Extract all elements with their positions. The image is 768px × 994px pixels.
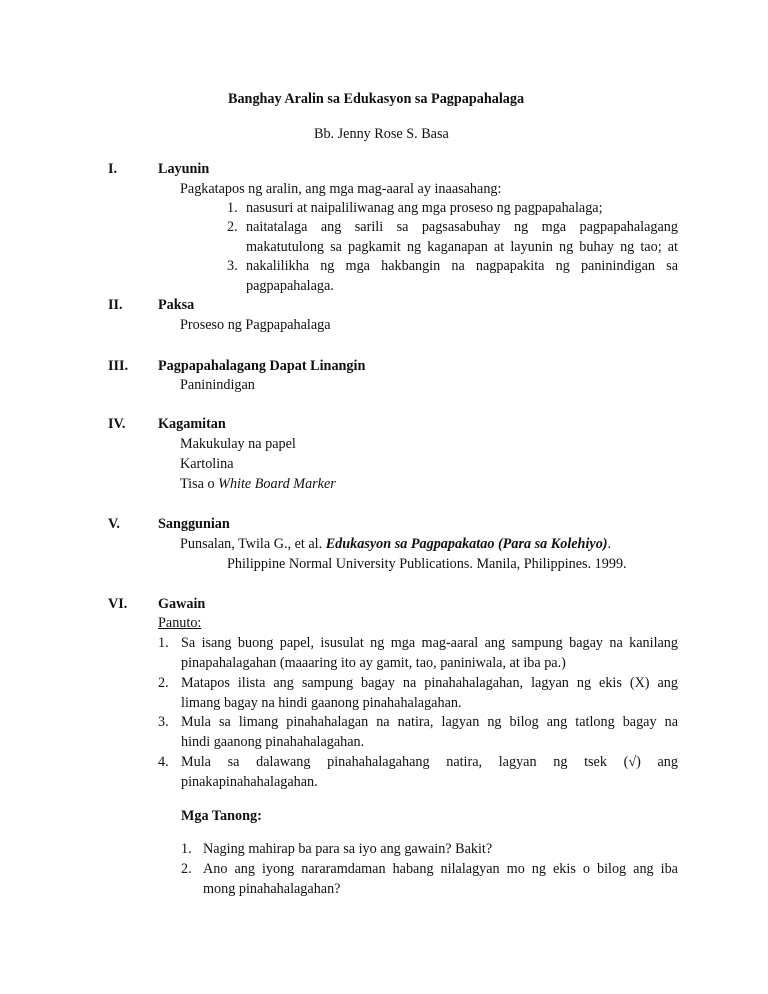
step-line: Sa isang buong papel, isusulat ng mga mag-aaral ang sampung bagay na kanilang bbox=[181, 635, 678, 651]
step-number: 2. bbox=[158, 675, 169, 691]
objective-line: nakalilikha ng mga hakbangin na nagpapakita ng paninindigan sa bbox=[246, 258, 678, 274]
objective-number: 3. bbox=[227, 258, 238, 274]
step-number: 1. bbox=[158, 635, 169, 651]
section-heading-layunin: Layunin bbox=[158, 161, 210, 177]
section-heading-values: Pagpapahalagang Dapat Linangin bbox=[158, 358, 366, 374]
step-number: 3. bbox=[158, 714, 169, 730]
objective-line: makatutulong sa pagkamit ng kaganapan at layunin ng buhay ng tao; at bbox=[246, 239, 678, 255]
section-numeral: III. bbox=[108, 358, 129, 374]
question-number: 1. bbox=[181, 841, 192, 857]
step-line: hindi gaanong pinahahalagahan. bbox=[181, 734, 365, 750]
question-line: mong pinahahalagahan? bbox=[203, 881, 341, 897]
reference-line bbox=[180, 535, 611, 553]
document-author: Bb. Jenny Rose S. Basa bbox=[314, 126, 449, 142]
step-line: limang bagay na hindi gaanong pinahahalagahan. bbox=[181, 695, 462, 711]
question-number: 2. bbox=[181, 861, 192, 877]
step-line: Mula sa limang pinahahalagan na natira, lagyan ng bilog ang tatlong bagay na bbox=[181, 714, 678, 730]
document-title: Banghay Aralin sa Edukasyon sa Pagpapahalaga bbox=[228, 91, 525, 107]
material-item bbox=[180, 475, 336, 493]
material-item: Makukulay na papel bbox=[180, 436, 296, 452]
material-item: Kartolina bbox=[180, 456, 234, 472]
objective-line: nasusuri at naipaliliwanag ang mga proseso ng pagpapahalaga; bbox=[246, 200, 603, 216]
topic-text: Proseso ng Pagpapahalaga bbox=[180, 317, 331, 333]
section-heading-kagamitan: Kagamitan bbox=[158, 416, 226, 432]
step-line: Mula sa dalawang pinahahalagahang natira, lagyan ng tsek (√) ang bbox=[181, 754, 678, 770]
section-numeral: IV. bbox=[108, 416, 126, 432]
step-number: 4. bbox=[158, 754, 169, 770]
objective-number: 1. bbox=[227, 200, 238, 216]
section-heading-gawain: Gawain bbox=[158, 596, 206, 612]
questions-label: Mga Tanong: bbox=[181, 808, 262, 824]
section-numeral: V. bbox=[108, 516, 120, 532]
section-numeral: VI. bbox=[108, 596, 128, 612]
reference-title: Edukasyon sa Pagpapakatao (Para sa Kolehiyo) bbox=[325, 536, 608, 552]
section-heading-paksa: Paksa bbox=[158, 297, 195, 313]
value-text: Paninindigan bbox=[180, 377, 255, 393]
reference-author: Punsalan, Twila G., et al. bbox=[180, 536, 326, 552]
step-line: pinakapinahahalagahan. bbox=[181, 774, 318, 790]
section-heading-sanggunian: Sanggunian bbox=[158, 516, 230, 532]
instructions-label: Panuto: bbox=[158, 615, 202, 631]
objectives-intro: Pagkatapos ng aralin, ang mga mag-aaral ay inaasahang: bbox=[180, 181, 502, 197]
objective-number: 2. bbox=[227, 219, 238, 235]
material-item-italic: White Board Marker bbox=[218, 476, 336, 492]
section-numeral: I. bbox=[108, 161, 118, 177]
objective-line: pagpapahalaga. bbox=[246, 278, 334, 294]
section-numeral: II. bbox=[108, 297, 123, 313]
question-line: Ano ang iyong nararamdaman habang nilalagyan mo ng ekis o bilog ang iba bbox=[203, 861, 678, 877]
objective-line: naitatalaga ang sarili sa pagsasabuhay ng mga pagpapahalagang bbox=[246, 219, 678, 235]
material-item-prefix: Tisa o bbox=[180, 476, 219, 492]
step-line: pinapahalagahan (maaaring ito ay gamit, tao, paniniwala, at iba pa.) bbox=[181, 655, 566, 671]
reference-publisher: Philippine Normal University Publications. Manila, Philippines. 1999. bbox=[227, 556, 627, 572]
step-line: Matapos ilista ang sampung bagay na pinahahalagahan, lagyan ng ekis (X) ang bbox=[181, 675, 678, 691]
question-line: Naging mahirap ba para sa iyo ang gawain? Bakit? bbox=[203, 841, 493, 857]
reference-period: . bbox=[607, 536, 612, 552]
